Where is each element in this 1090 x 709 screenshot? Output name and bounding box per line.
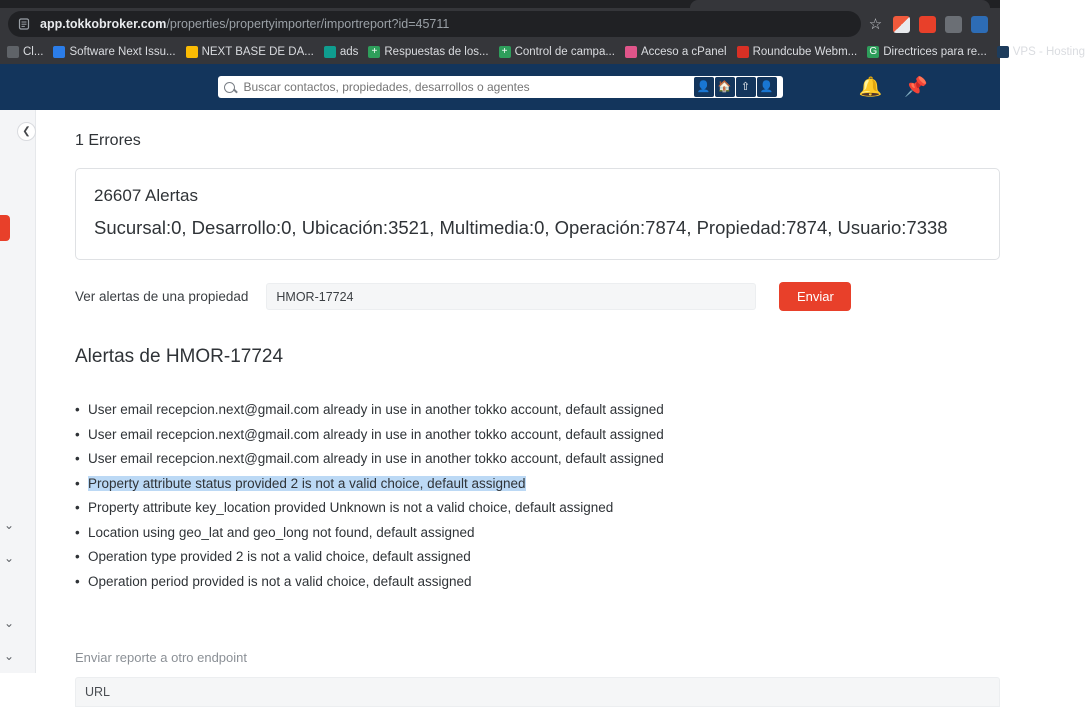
bookmark-item[interactable] xyxy=(48,41,180,63)
address-bar[interactable] xyxy=(8,11,861,37)
omnibox-actions xyxy=(867,16,992,33)
chevron-down-icon[interactable]: ⌄ xyxy=(3,518,15,532)
property-icon[interactable]: 🏠 xyxy=(715,77,735,97)
bookmark-item[interactable] xyxy=(620,41,732,63)
omnibox-bar xyxy=(0,8,1000,40)
chevron-down-icon[interactable]: ⌄ xyxy=(3,649,15,663)
app-header-actions xyxy=(859,78,928,97)
endpoint-section-label: Enviar reporte a otro endpoint xyxy=(75,650,247,665)
property-code-input[interactable] xyxy=(266,283,756,310)
bookmark-item[interactable] xyxy=(181,41,319,63)
favicon-icon: G xyxy=(867,46,879,58)
bookmark-label: Directrices para re... xyxy=(883,46,987,58)
star-icon[interactable]: ☆ xyxy=(868,15,883,33)
favicon-icon: + xyxy=(499,46,511,58)
bookmark-label: ads xyxy=(339,46,359,58)
search-icon xyxy=(224,82,235,93)
alerts-count: 26607 Alertas xyxy=(94,186,198,205)
property-lookup-label: Ver alertas de una propiedad xyxy=(75,289,249,304)
alert-text-selected: Property attribute status provided 2 is not a valid choice, default assigned xyxy=(88,475,526,491)
favicon-icon xyxy=(997,46,1009,58)
browser-tab[interactable] xyxy=(690,0,990,8)
sidebar-collapse-button[interactable]: ❮ xyxy=(17,122,36,141)
alert-text: Property attribute key_location provided Unknown is not a valid choice, default assigned xyxy=(88,500,614,515)
pin-icon[interactable]: 📌 xyxy=(904,76,928,98)
app-header xyxy=(0,64,1000,110)
endpoint-url-field[interactable] xyxy=(75,677,1000,707)
upload-icon[interactable]: ⇧ xyxy=(736,77,756,97)
list-item xyxy=(75,496,1000,521)
contacts-icon[interactable]: 👤 xyxy=(694,77,714,97)
bookmark-label: Software Next Issu... xyxy=(69,46,176,58)
url-text xyxy=(40,17,449,31)
alert-text: User email recepcion.next@gmail.com already in use in another tokko account, default assigned xyxy=(88,451,664,466)
list-item xyxy=(75,521,1000,546)
extension-icon-1[interactable] xyxy=(893,16,910,33)
browser-chrome xyxy=(0,0,1085,64)
favicon-icon xyxy=(7,46,19,58)
favicon-icon: + xyxy=(368,46,380,58)
bookmark-label: Respuestas de los... xyxy=(384,46,489,58)
bookmarks-bar xyxy=(0,40,1085,64)
alert-text: User email recepcion.next@gmail.com already in use in another tokko account, default assigned xyxy=(88,426,664,442)
bookmark-item[interactable] xyxy=(494,41,620,63)
chevron-down-icon[interactable]: ⌄ xyxy=(3,616,15,630)
bookmark-item[interactable] xyxy=(862,41,992,63)
page-info-icon[interactable] xyxy=(18,17,32,31)
list-item xyxy=(75,472,1000,497)
favicon-icon xyxy=(625,46,637,58)
bookmark-item[interactable] xyxy=(2,41,48,63)
bookmark-label: Cl... xyxy=(23,46,44,58)
import-report-content xyxy=(36,110,1000,699)
endpoint-url-label: URL xyxy=(85,685,111,699)
section-title: Alertas de HMOR-17724 xyxy=(75,346,284,367)
alerts-summary-card xyxy=(75,168,1000,260)
favicon-icon xyxy=(324,46,336,58)
errors-count: 1 Errores xyxy=(75,132,141,149)
bookmark-item[interactable] xyxy=(732,41,863,63)
alert-text: User email recepcion.next@gmail.com already in use in another tokko account, default assigned xyxy=(88,402,664,417)
bookmark-item[interactable] xyxy=(319,41,364,63)
alert-text: Location using geo_lat and geo_long not found, default assigned xyxy=(88,524,475,540)
url-host: app.tokkobroker.com xyxy=(40,17,167,31)
notifications-bell-icon[interactable]: 🔔 xyxy=(858,76,883,98)
list-item xyxy=(75,545,1000,570)
alert-text: Operation period provided is not a valid choice, default assigned xyxy=(88,573,472,589)
tab-strip xyxy=(0,0,1000,8)
list-item xyxy=(75,398,1000,423)
alerts-list xyxy=(75,398,1000,594)
bookmark-label: NEXT BASE DE DA... xyxy=(201,46,314,58)
send-button[interactable]: Enviar xyxy=(779,282,851,311)
property-lookup-row xyxy=(75,282,1000,311)
feedback-tab[interactable] xyxy=(0,215,10,241)
extension-icon-2[interactable] xyxy=(919,16,936,33)
favicon-icon xyxy=(186,46,198,58)
bookmark-item[interactable] xyxy=(992,41,1090,63)
alert-text: Operation type provided 2 is not a valid choice, default assigned xyxy=(88,549,471,564)
quick-action-icons xyxy=(694,77,777,97)
bookmark-item[interactable] xyxy=(363,41,493,63)
left-rail xyxy=(0,110,36,673)
extension-icon-3[interactable] xyxy=(945,16,962,33)
page-body xyxy=(0,110,1000,699)
list-item xyxy=(75,423,1000,448)
alerts-breakdown: Sucursal:0, Desarrollo:0, Ubicación:3521, Multimedia:0, Operación:7874, Propiedad:7874, Usuario:7338 xyxy=(94,217,948,238)
bookmark-label: Roundcube Webm... xyxy=(752,46,858,58)
list-item xyxy=(75,570,1000,595)
favicon-icon xyxy=(53,46,65,58)
global-search[interactable] xyxy=(218,76,783,98)
extension-icon-4[interactable] xyxy=(971,16,988,33)
agent-icon[interactable]: 👤 xyxy=(757,77,777,97)
bookmark-label: VPS - Hosting xyxy=(1012,46,1085,58)
list-item xyxy=(75,447,1000,472)
bookmark-label: Acceso a cPanel xyxy=(640,46,727,58)
url-path: /properties/propertyimporter/importreport?id=45711 xyxy=(166,17,450,31)
chevron-down-icon[interactable]: ⌄ xyxy=(3,551,15,565)
bookmark-label: Control de campa... xyxy=(514,46,615,58)
favicon-icon xyxy=(737,46,749,58)
